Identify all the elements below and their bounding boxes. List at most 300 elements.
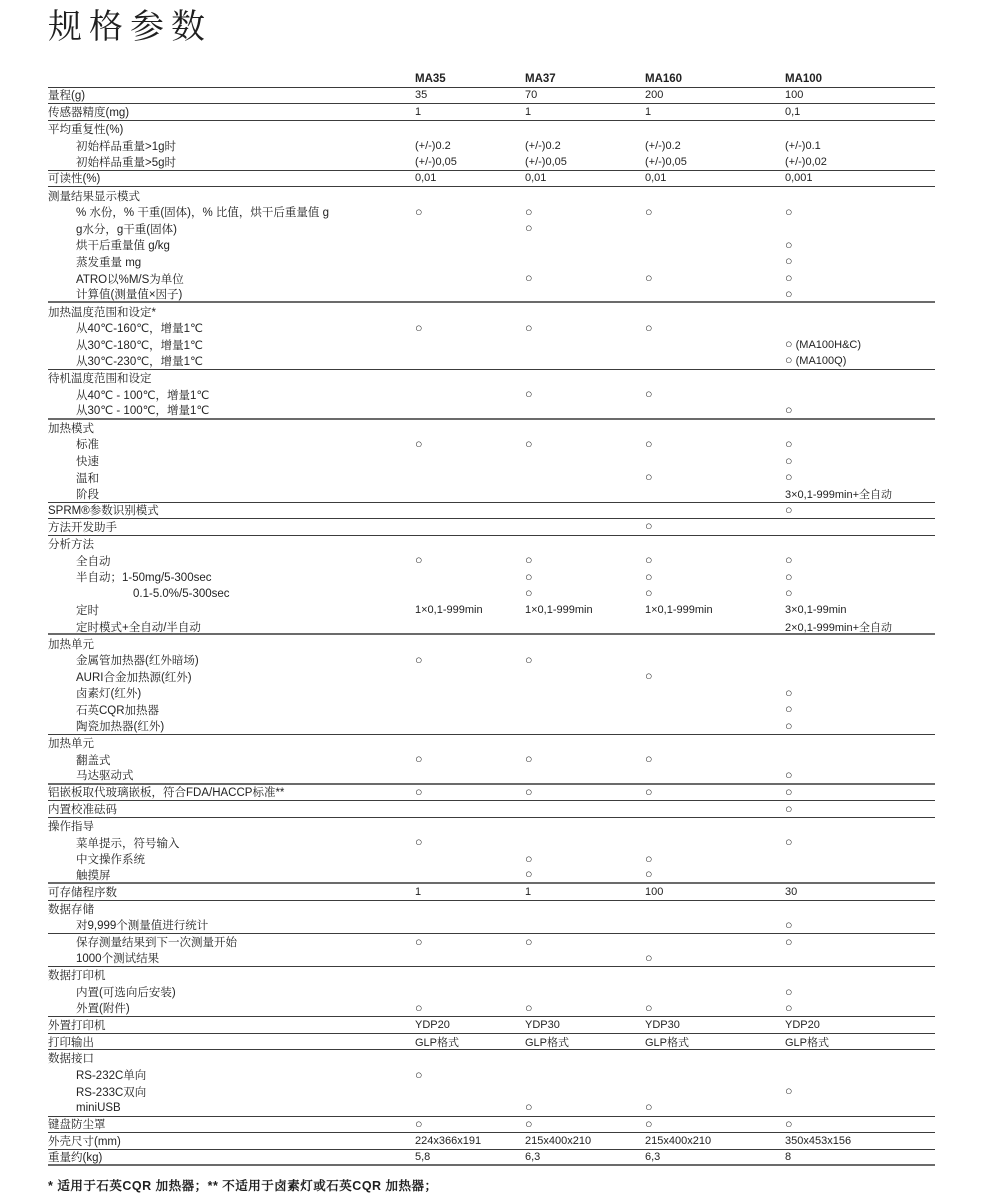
spec-cell-ma37 — [525, 587, 645, 600]
feature-circle-icon: ○ — [785, 553, 793, 568]
feature-circle-icon: ○ — [785, 685, 793, 700]
spec-cell-ma35 — [415, 206, 525, 219]
spec-cell-ma100: 0,001 — [785, 172, 813, 185]
row-label: 菜单提示，符号输入 — [76, 837, 180, 850]
spec-cell-ma100 — [785, 703, 935, 716]
spec-cell-ma160: YDP30 — [645, 1018, 680, 1031]
table-row — [48, 917, 935, 934]
spec-cell-ma37 — [525, 206, 645, 219]
row-label: 初始样品重量>1g时 — [76, 140, 177, 153]
row-label: 标准 — [76, 439, 99, 452]
feature-circle-icon: ○ — [415, 1116, 423, 1131]
table-row — [48, 868, 935, 885]
feature-circle-icon: ○ — [415, 835, 423, 850]
table-row — [48, 486, 935, 503]
feature-circle-icon: ○ — [645, 519, 653, 534]
spec-table — [48, 71, 935, 1166]
feature-circle-icon: ○ — [785, 569, 793, 584]
feature-circle-icon: ○ — [415, 784, 423, 799]
section-row — [48, 187, 935, 204]
spec-cell-ma37 — [525, 1118, 645, 1131]
spec-cell-ma100 — [785, 504, 935, 517]
row-label: 保存测量结果到下一次测量开始 — [76, 937, 237, 950]
row-label: 阶段 — [76, 488, 99, 501]
table-row — [48, 1100, 935, 1117]
row-label: 加热模式 — [48, 422, 94, 435]
spec-cell-ma35: (+/-)0.2 — [415, 139, 451, 152]
spec-cell-ma160 — [645, 1002, 785, 1015]
spec-cell-ma37 — [525, 388, 645, 401]
feature-circle-icon: ○ — [525, 1000, 533, 1015]
table-row — [48, 403, 935, 420]
feature-circle-icon: ○ — [525, 204, 533, 219]
spec-cell-ma35 — [415, 753, 525, 766]
spec-cell-ma100: 2×0,1-999min+全自动 — [785, 621, 892, 634]
feature-circle-icon: ○ — [525, 1116, 533, 1131]
spec-cell-ma37 — [525, 438, 645, 451]
table-row — [48, 884, 935, 901]
feature-circle-icon: ○ — [785, 1000, 793, 1015]
section-row — [48, 635, 935, 652]
feature-circle-icon: ○ — [785, 767, 793, 782]
row-label: RS-232C单向 — [76, 1070, 147, 1083]
spec-cell-ma100 — [785, 438, 935, 451]
spec-cell-ma100: YDP20 — [785, 1018, 820, 1031]
spec-cell-ma160 — [645, 438, 785, 451]
table-row — [48, 220, 935, 237]
table-row — [48, 270, 935, 287]
spec-cell-ma37 — [525, 554, 645, 567]
spec-cell-ma100: GLP格式 — [785, 1036, 830, 1049]
spec-cell-ma100 — [785, 587, 935, 600]
spec-cell-ma37 — [525, 1101, 645, 1114]
feature-circle-icon: ○ — [415, 320, 423, 335]
row-label: 可读性(%) — [48, 173, 101, 186]
spec-cell-ma35 — [415, 1002, 525, 1015]
spec-cell-ma37 — [525, 322, 645, 335]
spec-cell-ma100 — [785, 255, 935, 268]
spec-cell-ma37: 70 — [525, 89, 538, 102]
table-row — [48, 88, 935, 105]
feature-circle-icon: ○ — [785, 917, 793, 932]
row-label: 待机温度范围和设定 — [48, 373, 152, 386]
feature-circle-icon: ○ — [785, 586, 793, 601]
section-row — [48, 121, 935, 138]
table-row — [48, 337, 935, 354]
row-label: 内置校准砝码 — [48, 804, 117, 817]
table-row — [48, 834, 935, 851]
row-label: 平均重复性(%) — [48, 124, 124, 137]
spec-cell-ma100 — [785, 687, 935, 700]
column-header-ma37: MA37 — [525, 72, 556, 85]
spec-cell-ma160: 6,3 — [645, 1150, 661, 1163]
table-row — [48, 801, 935, 818]
spec-cell-ma37: 1 — [525, 106, 532, 119]
spec-cell-ma37: 1×0,1-999min — [525, 604, 593, 617]
table-row — [48, 436, 935, 453]
row-label: 计算值(测量值×因子) — [76, 289, 183, 302]
table-row — [48, 851, 935, 868]
page-title: 规格参数 — [48, 7, 212, 47]
feature-circle-icon: ○ — [525, 436, 533, 451]
spec-cell-ma100 — [785, 986, 935, 999]
feature-circle-icon: ○ — [645, 1000, 653, 1015]
feature-circle-icon: ○ — [415, 1000, 423, 1015]
spec-cell-ma100: 350x453x156 — [785, 1134, 852, 1147]
spec-cell-ma100 — [785, 836, 935, 849]
table-row — [48, 469, 935, 486]
spec-cell-ma160 — [645, 388, 785, 401]
spec-cell-ma100 — [785, 786, 935, 799]
spec-cell-ma37 — [525, 786, 645, 799]
row-label: 全自动 — [76, 555, 111, 568]
feature-circle-icon: ○ — [415, 436, 423, 451]
spec-cell-ma100 — [785, 1002, 935, 1015]
table-row — [48, 1017, 935, 1034]
section-row — [48, 818, 935, 835]
feature-circle-icon: ○ — [785, 801, 793, 816]
spec-cell-ma100: (+/-)0,02 — [785, 155, 827, 168]
row-label: 数据接口 — [48, 1053, 94, 1066]
row-label: 外置打印机 — [48, 1019, 106, 1032]
spec-cell-ma100 — [785, 803, 935, 816]
table-row — [48, 768, 935, 785]
spec-cell-ma160 — [645, 322, 785, 335]
cell-note: (MA100H&C) — [792, 339, 862, 352]
feature-circle-icon: ○ — [525, 553, 533, 568]
spec-cell-ma100 — [785, 338, 935, 351]
spec-cell-ma160 — [645, 471, 785, 484]
table-row — [48, 353, 935, 370]
row-label: 陶瓷加热器(红外) — [76, 721, 165, 734]
feature-circle-icon: ○ — [785, 502, 793, 517]
table-row — [48, 320, 935, 337]
spec-cell-ma37 — [525, 868, 645, 881]
spec-cell-ma35: 224x366x191 — [415, 1134, 482, 1147]
row-label: RS-233C双向 — [76, 1086, 147, 1099]
feature-circle-icon: ○ — [645, 470, 653, 485]
spec-cell-ma160: 1×0,1-999min — [645, 604, 713, 617]
row-label: 从40℃ - 100℃，增量1℃ — [76, 389, 210, 402]
spec-cell-ma37 — [525, 571, 645, 584]
table-row — [48, 519, 935, 536]
spec-cell-ma160: 215x400x210 — [645, 1134, 712, 1147]
spec-cell-ma160 — [645, 571, 785, 584]
section-row — [48, 303, 935, 320]
feature-circle-icon: ○ — [645, 851, 653, 866]
spec-cell-ma100: 8 — [785, 1150, 792, 1163]
table-row — [48, 254, 935, 271]
row-label: 重量约(kg) — [48, 1151, 103, 1164]
feature-circle-icon: ○ — [785, 702, 793, 717]
spec-cell-ma100: 100 — [785, 89, 804, 102]
row-label: SPRM®参数识别模式 — [48, 505, 159, 518]
column-header-ma35: MA35 — [415, 72, 446, 85]
table-row — [48, 718, 935, 735]
section-row — [48, 536, 935, 553]
spec-cell-ma100 — [785, 288, 935, 301]
table-row — [48, 154, 935, 171]
table-row — [48, 619, 935, 636]
spec-cell-ma160: 0,01 — [645, 172, 667, 185]
row-label: 定时模式+全自动/半自动 — [76, 621, 201, 634]
spec-cell-ma37 — [525, 222, 645, 235]
spec-cell-ma35 — [415, 322, 525, 335]
row-label: 测量结果显示模式 — [48, 190, 140, 203]
feature-circle-icon: ○ — [415, 652, 423, 667]
feature-circle-icon: ○ — [785, 353, 793, 368]
feature-circle-icon: ○ — [525, 867, 533, 882]
spec-cell-ma37: 0,01 — [525, 172, 547, 185]
spec-cell-ma35 — [415, 654, 525, 667]
feature-circle-icon: ○ — [525, 752, 533, 767]
row-label: 翻盖式 — [76, 754, 111, 767]
spec-cell-ma35 — [415, 836, 525, 849]
spec-cell-ma100 — [785, 471, 935, 484]
table-row — [48, 237, 935, 254]
spec-cell-ma100 — [785, 354, 935, 367]
spec-cell-ma35 — [415, 1069, 525, 1082]
spec-cell-ma100: 3×0,1-99min — [785, 604, 847, 617]
feature-circle-icon: ○ — [785, 835, 793, 850]
feature-circle-icon: ○ — [785, 271, 793, 286]
row-label: 从40℃-160℃，增量1℃ — [76, 323, 203, 336]
row-label: 数据打印机 — [48, 970, 106, 983]
feature-circle-icon: ○ — [645, 1116, 653, 1131]
row-label: 可存储程序数 — [48, 886, 117, 899]
feature-circle-icon: ○ — [645, 950, 653, 965]
row-label: 蒸发重量 mg — [76, 256, 142, 269]
feature-circle-icon: ○ — [785, 718, 793, 733]
feature-circle-icon: ○ — [645, 867, 653, 882]
feature-circle-icon: ○ — [645, 436, 653, 451]
row-label: 内置(可选向后安装) — [76, 987, 176, 1000]
row-label: 铝嵌板取代玻璃嵌板，符合FDA/HACCP标准** — [48, 787, 285, 800]
spec-cell-ma37: 215x400x210 — [525, 1134, 592, 1147]
spec-cell-ma100: 0,1 — [785, 106, 801, 119]
row-label: 方法开发助手 — [48, 521, 117, 534]
row-label: 分析方法 — [48, 539, 94, 552]
spec-cell-ma35: 1×0,1-999min — [415, 604, 483, 617]
spec-cell-ma100 — [785, 936, 935, 949]
feature-circle-icon: ○ — [525, 221, 533, 236]
section-row — [48, 967, 935, 984]
table-row — [48, 751, 935, 768]
feature-circle-icon: ○ — [645, 320, 653, 335]
feature-circle-icon: ○ — [525, 934, 533, 949]
row-label: 快速 — [76, 456, 99, 469]
feature-circle-icon: ○ — [645, 752, 653, 767]
row-label: 马达驱动式 — [76, 770, 134, 783]
spec-cell-ma160 — [645, 587, 785, 600]
feature-circle-icon: ○ — [785, 1084, 793, 1099]
spec-cell-ma100 — [785, 1085, 935, 1098]
spec-cell-ma100 — [785, 554, 935, 567]
spec-cell-ma37: 1 — [525, 885, 532, 898]
spec-cell-ma35: 1 — [415, 885, 422, 898]
table-row — [48, 569, 935, 586]
feature-circle-icon: ○ — [525, 320, 533, 335]
spec-cell-ma35 — [415, 786, 525, 799]
row-label: 数据存储 — [48, 904, 94, 917]
spec-cell-ma100 — [785, 404, 935, 417]
spec-cell-ma37: (+/-)0,05 — [525, 155, 567, 168]
table-row — [48, 1000, 935, 1017]
spec-cell-ma37 — [525, 272, 645, 285]
row-label: 加热单元 — [48, 738, 94, 751]
table-row — [48, 934, 935, 951]
feature-circle-icon: ○ — [785, 402, 793, 417]
table-row — [48, 1067, 935, 1084]
section-row — [48, 370, 935, 387]
column-header-ma100: MA100 — [785, 72, 823, 85]
table-row — [48, 104, 935, 121]
feature-circle-icon: ○ — [415, 204, 423, 219]
feature-circle-icon: ○ — [525, 1100, 533, 1115]
feature-circle-icon: ○ — [415, 934, 423, 949]
feature-circle-icon: ○ — [415, 1067, 423, 1082]
spec-cell-ma35: (+/-)0,05 — [415, 155, 457, 168]
spec-cell-ma100 — [785, 455, 935, 468]
spec-cell-ma100: (+/-)0.1 — [785, 139, 821, 152]
feature-circle-icon: ○ — [645, 1100, 653, 1115]
spec-cell-ma160 — [645, 1101, 785, 1114]
table-row — [48, 652, 935, 669]
spec-cell-ma100 — [785, 571, 935, 584]
spec-cell-ma160: 1 — [645, 106, 652, 119]
spec-cell-ma37: 6,3 — [525, 1150, 541, 1163]
spec-cell-ma35 — [415, 438, 525, 451]
feature-circle-icon: ○ — [645, 204, 653, 219]
row-label: 从30℃ - 100℃，增量1℃ — [76, 405, 210, 418]
row-label: 定时 — [76, 605, 99, 618]
table-row — [48, 668, 935, 685]
spec-cell-ma35: 35 — [415, 89, 428, 102]
row-label: 初始样品重量>5g时 — [76, 156, 177, 169]
table-row — [48, 984, 935, 1001]
column-header-ma160: MA160 — [645, 72, 683, 85]
spec-cell-ma35 — [415, 936, 525, 949]
spec-cell-ma160 — [645, 272, 785, 285]
spec-cell-ma160 — [645, 554, 785, 567]
row-label: 从30℃-230℃，增量1℃ — [76, 355, 203, 368]
spec-cell-ma100 — [785, 206, 935, 219]
spec-cell-ma35 — [415, 554, 525, 567]
table-row — [48, 702, 935, 719]
spec-cell-ma37 — [525, 1002, 645, 1015]
row-label: 从30℃-180℃，增量1℃ — [76, 339, 203, 352]
row-label: 0.1-5.0%/5-300sec — [133, 587, 230, 600]
row-label: g水分，g干重(固体) — [76, 223, 177, 236]
spec-cell-ma160: (+/-)0,05 — [645, 155, 687, 168]
table-row — [48, 685, 935, 702]
table-row — [48, 785, 935, 802]
table-row — [48, 171, 935, 188]
feature-circle-icon: ○ — [645, 387, 653, 402]
row-label: 加热温度范围和设定* — [48, 306, 156, 319]
spec-cell-ma160: (+/-)0.2 — [645, 139, 681, 152]
table-row — [48, 586, 935, 603]
spec-cell-ma100 — [785, 769, 935, 782]
feature-circle-icon: ○ — [525, 569, 533, 584]
spec-cell-ma160 — [645, 952, 785, 965]
row-label: 卤素灯(红外) — [76, 688, 142, 701]
feature-circle-icon: ○ — [785, 286, 793, 301]
feature-circle-icon: ○ — [645, 784, 653, 799]
table-row — [48, 951, 935, 968]
spec-cell-ma37: YDP30 — [525, 1018, 560, 1031]
table-row — [48, 386, 935, 403]
table-row — [48, 552, 935, 569]
feature-circle-icon: ○ — [525, 271, 533, 286]
feature-circle-icon: ○ — [645, 586, 653, 601]
row-label: 烘干后重量值 g/kg — [76, 240, 170, 253]
feature-circle-icon: ○ — [525, 784, 533, 799]
table-row — [48, 1083, 935, 1100]
row-label: 量程(g) — [48, 90, 86, 103]
feature-circle-icon: ○ — [415, 553, 423, 568]
row-label: ATRO以%M/S为单位 — [76, 273, 184, 286]
row-label: 温和 — [76, 472, 99, 485]
row-label: 键盘防尘罩 — [48, 1119, 106, 1132]
row-label: 触摸屏 — [76, 869, 111, 882]
table-row — [48, 1034, 935, 1051]
feature-circle-icon: ○ — [785, 470, 793, 485]
table-row — [48, 1133, 935, 1150]
feature-circle-icon: ○ — [525, 652, 533, 667]
row-label: 操作指导 — [48, 821, 94, 834]
footnote: * 适用于石英CQR 加热器；** 不适用于卤素灯或石英CQR 加热器； — [48, 1179, 438, 1194]
spec-cell-ma35: YDP20 — [415, 1018, 450, 1031]
spec-cell-ma160 — [645, 670, 785, 683]
spec-cell-ma160: 200 — [645, 89, 664, 102]
spec-cell-ma100: 3×0,1-999min+全自动 — [785, 488, 892, 501]
row-label: 半自动；1-50mg/5-300sec — [76, 572, 212, 585]
spec-cell-ma35: 5,8 — [415, 1150, 431, 1163]
spec-cell-ma160 — [645, 853, 785, 866]
section-row — [48, 420, 935, 437]
row-label: 传感器精度(mg) — [48, 107, 130, 120]
spec-cell-ma37 — [525, 936, 645, 949]
row-label: 外壳尺寸(mm) — [48, 1135, 121, 1148]
feature-circle-icon: ○ — [785, 984, 793, 999]
table-row — [48, 137, 935, 154]
spec-cell-ma160: GLP格式 — [645, 1036, 690, 1049]
section-row — [48, 1050, 935, 1067]
table-row — [48, 204, 935, 221]
spec-cell-ma100 — [785, 720, 935, 733]
spec-cell-ma37: GLP格式 — [525, 1036, 570, 1049]
row-label: miniUSB — [76, 1101, 121, 1114]
feature-circle-icon: ○ — [525, 851, 533, 866]
feature-circle-icon: ○ — [785, 934, 793, 949]
row-label: 金属管加热器(红外暗场) — [76, 655, 199, 668]
table-row — [48, 1150, 935, 1167]
row-label: 中文操作系统 — [76, 854, 145, 867]
row-label: 外置(附件) — [76, 1003, 130, 1016]
row-label: % 水份，% 干重(固体)，% 比值，烘干后重量值 g — [76, 207, 330, 220]
feature-circle-icon: ○ — [785, 453, 793, 468]
spec-cell-ma35 — [415, 1118, 525, 1131]
section-row — [48, 735, 935, 752]
spec-cell-ma35: GLP格式 — [415, 1036, 460, 1049]
spec-cell-ma100 — [785, 239, 935, 252]
spec-cell-ma35: 1 — [415, 106, 422, 119]
feature-circle-icon: ○ — [785, 784, 793, 799]
feature-circle-icon: ○ — [785, 237, 793, 252]
feature-circle-icon: ○ — [415, 752, 423, 767]
feature-circle-icon: ○ — [645, 569, 653, 584]
